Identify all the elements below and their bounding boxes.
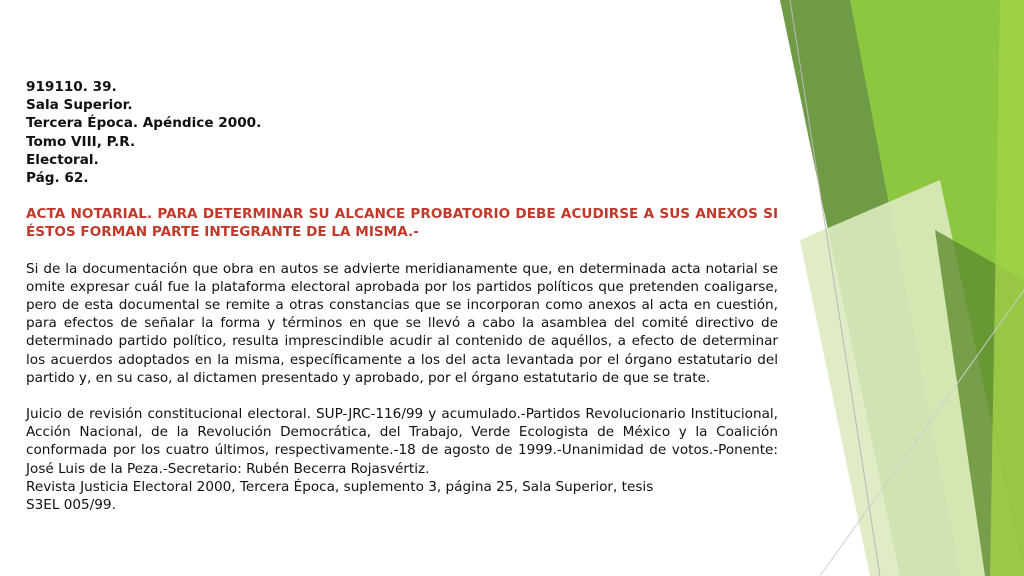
header-line-epoch: Tercera Época. Apéndice 2000. [26, 115, 262, 132]
header-line-volume: Tomo VIII, P.R. [26, 133, 136, 150]
document-text-block [26, 78, 778, 514]
precedent-paragraph: Juicio de revisión constitucional electoral. SUP-JRC-116/99 y acumulado.-Partidos Revolucionario Institucional, Acción Nacional, de la Revolución Democrática, del Trabajo, Verde Ecologista de México y la Coalición conformada por los cuatro últimos, respectivamente.-18 de agosto de 1999.-Unanimidad de votos.-Ponente: José Luis de la Peza.-Secretario: Rubén Becerra Rojasvértiz. [26, 406, 778, 477]
source-line-2: S3EL 005/99. [26, 497, 116, 514]
thesis-body: Si de la documentación que obra en autos se advierte meridianamente que, en determinada acta notarial se omite expresar cuál fue la plataforma electoral aprobada por los partidos políticos que pretenden coaligarse, pero de esta documental se remite a otras constancias que se incorporan como anexos al acta en cuestión, para efectos de señalar la forma y términos en que se llevó a cabo la asamblea del comité directivo de determinado partido político, resulta imprescindible acudir al contenido de aquéllos, a efecto de determinar los acuerdos adoptados en la misma, específicamente a los del acta levantada por el órgano estatutario del partido y, en su caso, al dictamen presentado y aprobado, por el órgano estatutario de que se trate. [26, 260, 778, 386]
header-line-page: Pág. 62. [26, 170, 89, 187]
header-line-matter: Electoral. [26, 151, 99, 168]
header-line-registry: 919110. 39. [26, 79, 117, 95]
thesis-title: ACTA NOTARIAL. PARA DETERMINAR SU ALCANCE PROBATORIO DEBE ACUDIRSE A SUS ANEXOS SI ÉSTOS FORMAN PARTE INTEGRANTE DE LA MISMA.- [26, 206, 778, 241]
header-line-court: Sala Superior. [26, 97, 133, 114]
source-line-1: Revista Justicia Electoral 2000, Tercera Época, suplemento 3, página 25, Sala Superior, tesis [26, 478, 654, 495]
